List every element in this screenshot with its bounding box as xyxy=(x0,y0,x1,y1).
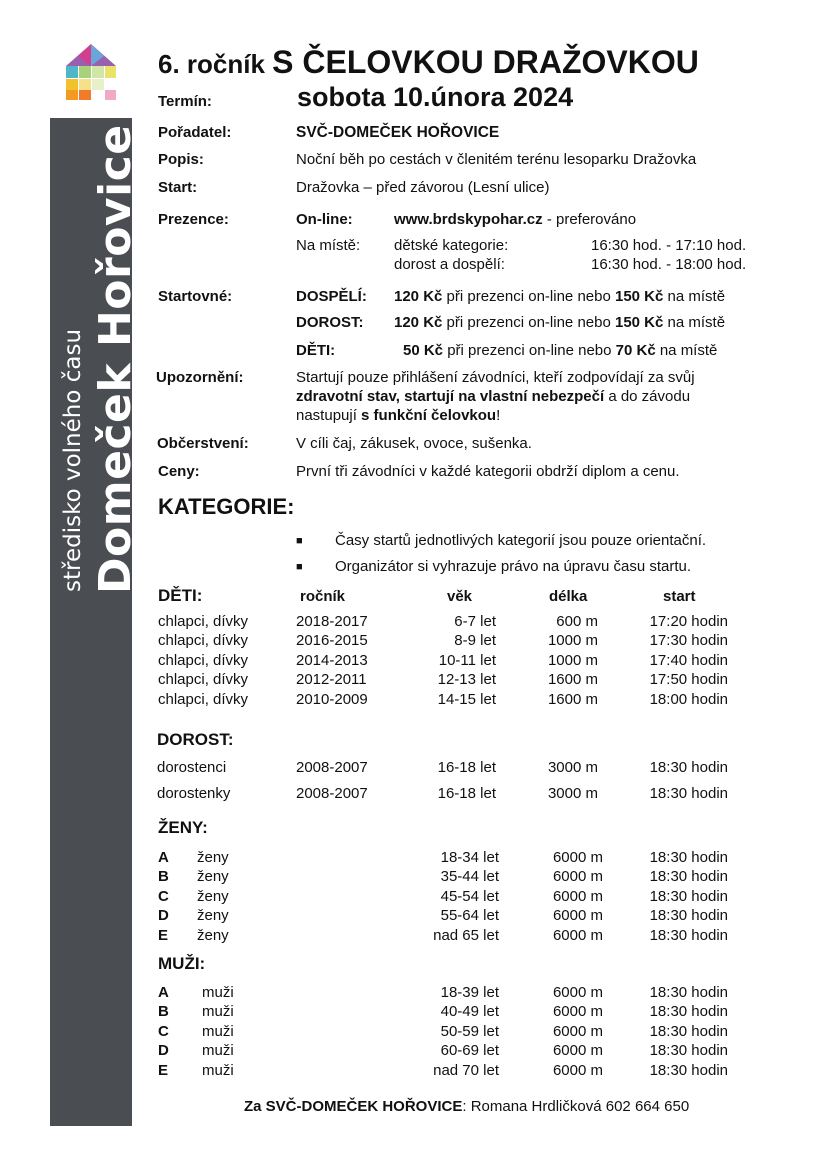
category-name: muži xyxy=(202,984,234,1001)
birth-years: 2014-2013 xyxy=(296,651,368,669)
birth-years: 2012-2011 xyxy=(296,671,367,689)
kids-heading: DĚTI: xyxy=(158,586,203,605)
warning-line-1: Startují pouze přihlášení závodníci, kteří zodpovídají za svůj xyxy=(296,369,695,386)
distance: 6000 m xyxy=(552,849,603,866)
distance: 6000 m xyxy=(552,1022,603,1040)
category-code: E xyxy=(158,1061,169,1079)
warning-line-3 xyxy=(296,407,500,424)
category-name: muži xyxy=(202,1061,234,1079)
start-time: 18:30 hodin xyxy=(649,887,728,905)
description-value: Noční běh po cestách v členitém terénu lesoparku Dražovka xyxy=(296,151,697,168)
start-time: 17:30 hodin xyxy=(649,632,728,650)
distance: 6000 m xyxy=(552,907,603,925)
col-start-header: start xyxy=(663,588,696,605)
event-name: S ČELOVKOU DRAŽOVKOU xyxy=(272,44,699,80)
warning-label: Upozornění: xyxy=(156,369,244,386)
prizes-label: Ceny: xyxy=(158,463,200,480)
age-range: 8-9 let xyxy=(454,632,496,650)
start-time: 18:30 hodin xyxy=(649,759,728,776)
bullet-icon: ■ xyxy=(296,535,303,547)
warning-text: nastupují xyxy=(296,407,362,424)
onsite-kids-time: 16:30 hod. - 17:10 hod. xyxy=(591,237,747,254)
warning-emphasis: s funkční čelovkou xyxy=(361,407,497,424)
category-code: A xyxy=(158,984,169,1001)
warning-line-2 xyxy=(296,388,690,405)
fee-group-adults: DOSPĚLÍ: xyxy=(296,288,367,305)
fee-line-youth xyxy=(394,314,725,331)
age-range: 16-18 let xyxy=(437,785,496,802)
start-time: 18:30 hodin xyxy=(649,785,728,802)
fee-onsite: 150 Kč xyxy=(614,288,664,305)
fee-group-kids: DĚTI: xyxy=(296,342,336,359)
distance: 6000 m xyxy=(552,1003,603,1021)
birth-years: 2008-2007 xyxy=(296,785,368,802)
category-name: chlapci, dívky xyxy=(158,671,249,689)
distance: 6000 m xyxy=(552,1042,603,1060)
bullet-icon: ■ xyxy=(296,561,303,573)
distance: 1000 m xyxy=(547,632,598,650)
start-time: 18:30 hodin xyxy=(649,926,728,944)
category-code: C xyxy=(158,1022,169,1040)
distance: 6000 m xyxy=(552,868,603,886)
women-heading: ŽENY: xyxy=(158,818,208,837)
registration-link[interactable]: www.brdskypohar.cz xyxy=(394,211,543,228)
category-code: B xyxy=(158,1003,169,1021)
fee-onsite: 70 Kč xyxy=(615,342,656,359)
onsite-adults-label: dorost a dospělí: xyxy=(394,256,505,273)
start-time: 18:30 hodin xyxy=(649,868,728,886)
organizer-value: SVČ-DOMEČEK HOŘOVICE xyxy=(296,124,500,141)
age-range: 45-54 let xyxy=(440,887,499,905)
onsite-kids-label: dětské kategorie: xyxy=(394,237,509,254)
category-code: B xyxy=(158,868,169,886)
category-note: Organizátor si vyhrazuje právo na úpravu času startu. xyxy=(335,558,692,575)
age-range: nad 70 let xyxy=(433,1061,499,1079)
house-logo-icon xyxy=(62,42,120,102)
category-name: ženy xyxy=(197,849,229,866)
sidebar-title: Domeček Hořovice xyxy=(90,124,141,594)
start-time: 17:50 hodin xyxy=(649,671,728,689)
category-name: ženy xyxy=(197,887,229,905)
date-value: sobota 10.února 2024 xyxy=(297,82,574,112)
fee-tail: na místě xyxy=(663,314,726,331)
category-name: chlapci, dívky xyxy=(158,690,249,708)
fee-mid: při prezenci on-line nebo xyxy=(442,288,615,305)
distance: 6000 m xyxy=(552,926,603,944)
age-range: nad 65 let xyxy=(433,926,499,944)
categories-heading: KATEGORIE: xyxy=(158,494,295,519)
distance: 6000 m xyxy=(552,1061,603,1079)
prizes-value: První tři závodníci v každé kategorii obdrží diplom a cenu. xyxy=(296,463,680,480)
age-range: 14-15 let xyxy=(437,690,496,708)
start-time: 18:30 hodin xyxy=(649,907,728,925)
date-label: Termín: xyxy=(158,93,212,110)
fee-tail: na místě xyxy=(663,288,726,305)
category-name: muži xyxy=(202,1042,234,1060)
category-name: dorostenci xyxy=(157,759,227,776)
fee-group-youth: DOROST: xyxy=(296,314,364,331)
footer-contact xyxy=(244,1098,689,1115)
age-range: 6-7 let xyxy=(454,613,496,630)
birth-years: 2008-2007 xyxy=(296,759,368,776)
warning-text: ! xyxy=(496,407,501,424)
category-name: muži xyxy=(202,1003,234,1021)
category-code: E xyxy=(158,926,169,944)
fee-tail: na místě xyxy=(655,342,718,359)
age-range: 18-39 let xyxy=(440,984,499,1001)
age-range: 35-44 let xyxy=(440,868,499,886)
warning-emphasis: zdravotní stav, startují na vlastní nebezpečí xyxy=(296,388,605,405)
footer-org: Za SVČ-DOMEČEK HOŘOVICE xyxy=(244,1098,463,1115)
distance: 1000 m xyxy=(547,651,598,669)
start-time: 17:20 hodin xyxy=(649,613,728,630)
description-label: Popis: xyxy=(158,151,204,168)
fee-label: Startovné: xyxy=(158,288,233,305)
category-name: dorostenky xyxy=(157,785,231,802)
men-heading: MUŽI: xyxy=(158,954,206,973)
start-time: 18:30 hodin xyxy=(649,1042,728,1060)
online-label: On-line: xyxy=(296,211,353,228)
youth-heading: DOROST: xyxy=(157,730,234,749)
start-time: 18:30 hodin xyxy=(649,1061,728,1079)
age-range: 18-34 let xyxy=(440,849,499,866)
start-time: 18:30 hodin xyxy=(649,984,728,1001)
fee-mid: při prezenci on-line nebo xyxy=(443,342,616,359)
organizer-label: Pořadatel: xyxy=(158,124,232,141)
fee-online: 120 Kč xyxy=(394,288,443,305)
age-range: 55-64 let xyxy=(440,907,499,925)
col-age-header: věk xyxy=(447,588,473,605)
start-time: 18:30 hodin xyxy=(649,849,728,866)
distance: 6000 m xyxy=(552,887,603,905)
age-range: 12-13 let xyxy=(437,671,496,689)
category-name: chlapci, dívky xyxy=(158,651,249,669)
warning-text: a do závodu xyxy=(604,388,691,405)
category-name: ženy xyxy=(197,907,229,925)
col-length-header: délka xyxy=(549,588,588,605)
birth-years: 2016-2015 xyxy=(296,632,368,650)
category-name: chlapci, dívky xyxy=(158,632,249,650)
category-code: D xyxy=(158,1042,169,1060)
age-range: 50-59 let xyxy=(440,1022,499,1040)
event-title xyxy=(158,44,699,81)
birth-years: 2010-2009 xyxy=(296,690,368,708)
category-name: ženy xyxy=(197,868,229,886)
age-range: 10-11 let xyxy=(438,651,496,669)
refreshment-value: V cíli čaj, zákusek, ovoce, sušenka. xyxy=(296,435,532,452)
distance: 6000 m xyxy=(552,984,603,1001)
refreshment-label: Občerstvení: xyxy=(157,435,249,452)
start-time: 17:40 hodin xyxy=(649,651,728,669)
age-range: 60-69 let xyxy=(440,1042,499,1060)
presence-label: Prezence: xyxy=(158,211,229,228)
category-name: ženy xyxy=(197,926,229,944)
category-name: chlapci, dívky xyxy=(158,613,249,630)
age-range: 16-18 let xyxy=(437,759,496,776)
online-note: - preferováno xyxy=(542,211,637,228)
distance: 600 m xyxy=(556,613,598,630)
fee-onsite: 150 Kč xyxy=(614,314,664,331)
start-time: 18:30 hodin xyxy=(649,1003,728,1021)
category-name: muži xyxy=(202,1022,234,1040)
age-range: 40-49 let xyxy=(440,1003,499,1021)
distance: 1600 m xyxy=(547,671,598,689)
fee-line-adults xyxy=(394,288,725,305)
online-registration xyxy=(394,211,636,228)
fee-online: 120 Kč xyxy=(394,314,443,331)
start-value: Dražovka – před závorou (Lesní ulice) xyxy=(296,179,550,196)
footer-person: : Romana Hrdličková 602 664 650 xyxy=(462,1098,690,1115)
category-code: A xyxy=(158,849,169,866)
onsite-label: Na místě: xyxy=(296,237,361,254)
fee-mid: při prezenci on-line nebo xyxy=(442,314,615,331)
start-label: Start: xyxy=(158,179,198,196)
category-note: Časy startů jednotlivých kategorií jsou pouze orientační. xyxy=(335,532,707,549)
start-time: 18:30 hodin xyxy=(649,1022,728,1040)
category-code: D xyxy=(158,907,169,925)
col-year-header: ročník xyxy=(300,588,346,605)
sidebar-subtitle: středisko volného času xyxy=(60,328,86,592)
distance: 1600 m xyxy=(547,690,598,708)
onsite-adults-time: 16:30 hod. - 18:00 hod. xyxy=(591,256,747,273)
birth-years: 2018-2017 xyxy=(296,613,368,630)
start-time: 18:00 hodin xyxy=(649,690,728,708)
fee-line-kids xyxy=(403,342,717,359)
category-code: C xyxy=(158,887,169,905)
distance: 3000 m xyxy=(547,785,598,802)
fee-online: 50 Kč xyxy=(403,342,444,359)
edition-label: 6. ročník xyxy=(158,49,265,79)
distance: 3000 m xyxy=(547,759,598,776)
